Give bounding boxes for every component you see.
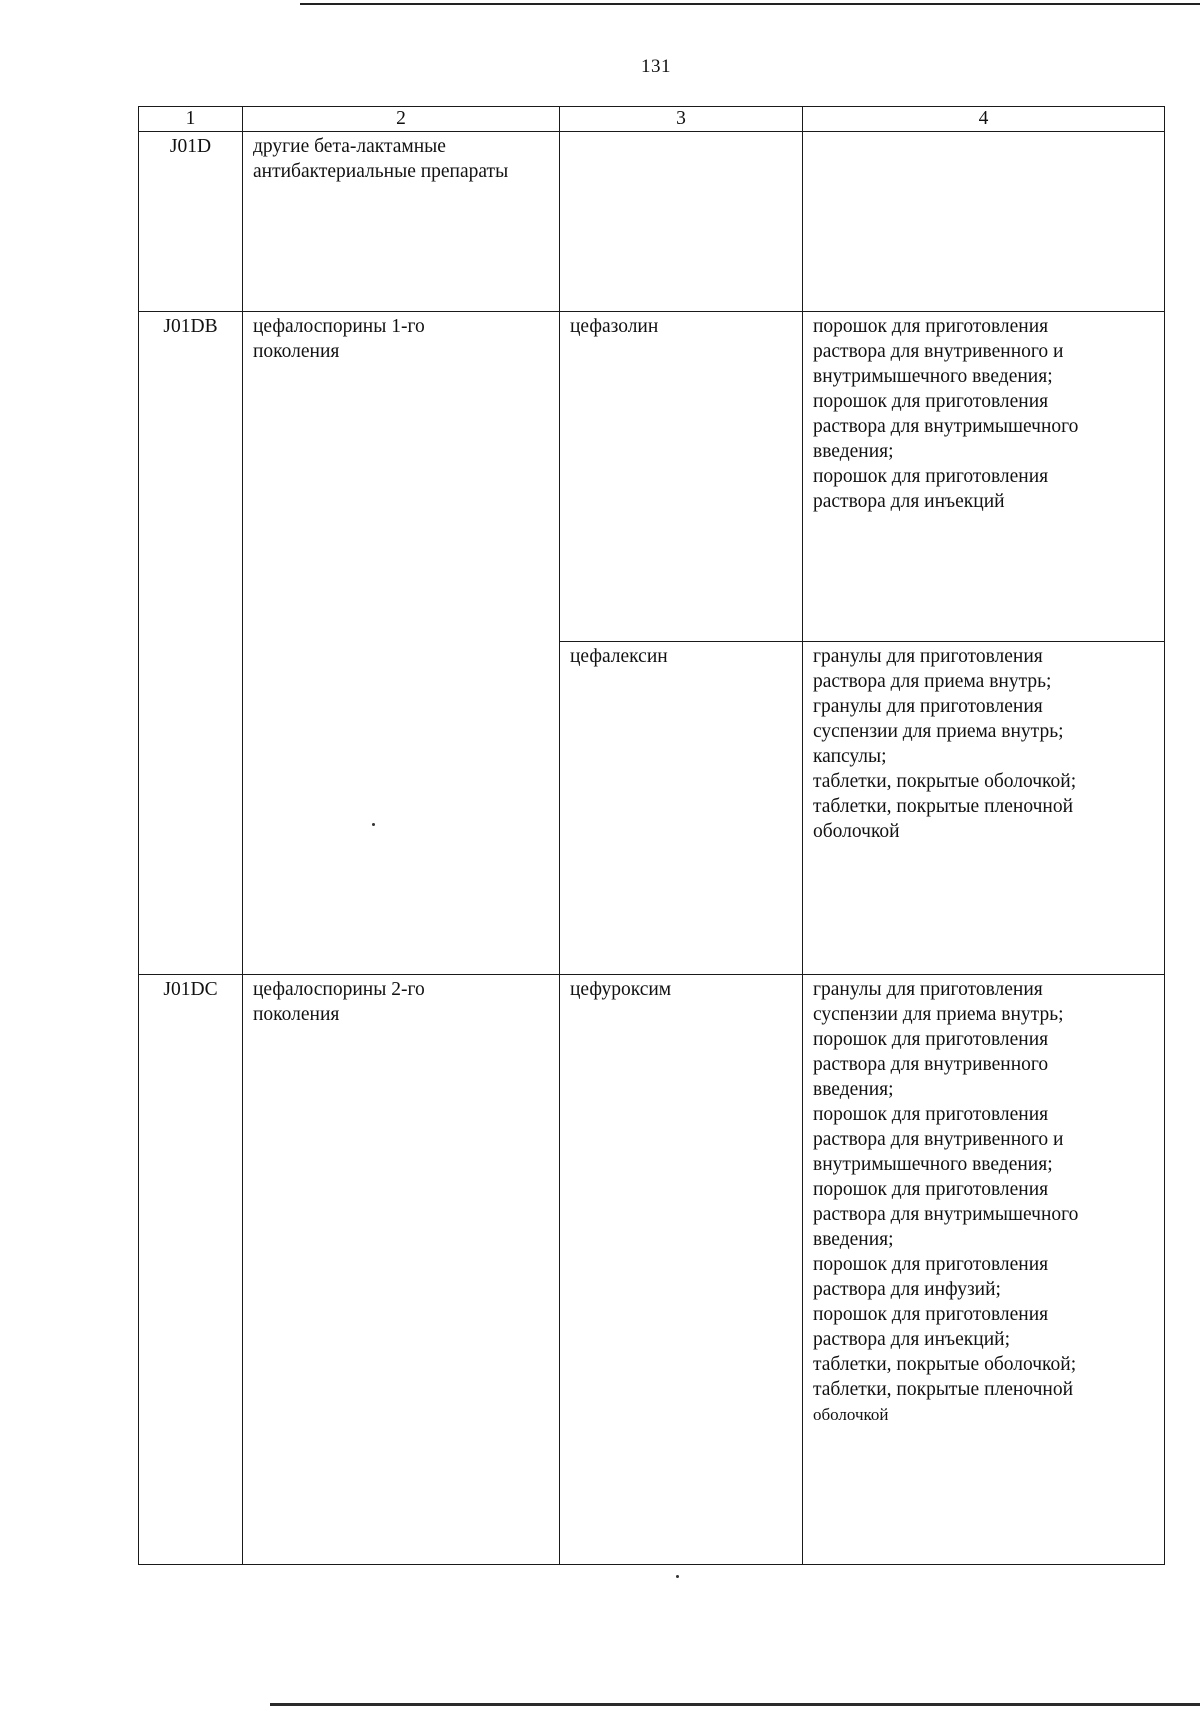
form-line: порошок для приготовления <box>813 1104 1049 1125</box>
table-row <box>139 132 1165 312</box>
dosage-forms <box>803 132 1165 312</box>
form-line: раствора для приема внутрь; <box>813 671 1052 692</box>
bottom-scan-line <box>270 1703 1200 1706</box>
form-line: капсулы; <box>813 746 887 767</box>
header-col-3: 3 <box>560 107 803 132</box>
header-col-4: 4 <box>803 107 1165 132</box>
form-line: раствора для внутримышечного <box>813 416 1079 437</box>
form-line: порошок для приготовления <box>813 1304 1049 1325</box>
form-line: введения; <box>813 1079 894 1100</box>
scan-speck <box>372 823 375 826</box>
form-line: внутримышечного введения; <box>813 366 1053 387</box>
form-line: порошок для приготовления <box>813 1179 1049 1200</box>
form-line: оболочкой <box>813 1405 889 1424</box>
form-line: оболочкой <box>813 821 900 842</box>
substance-name: цефазолин <box>560 312 803 642</box>
dosage-forms <box>803 642 1165 975</box>
form-line: порошок для приготовления <box>813 391 1049 412</box>
table-header-row <box>139 107 1165 132</box>
form-line: раствора для внутривенного <box>813 1054 1049 1075</box>
form-line: раствора для внутривенного и <box>813 1129 1064 1150</box>
form-line: раствора для внутримышечного <box>813 1204 1079 1225</box>
form-line: таблетки, покрытые оболочкой; <box>813 771 1077 792</box>
substance-name: цефалексин <box>560 642 803 975</box>
atc-code: J01D <box>139 132 243 312</box>
group-line: поколения <box>253 341 340 362</box>
form-line: внутримышечного введения; <box>813 1154 1053 1175</box>
form-line: раствора для инъекций <box>813 491 1005 512</box>
top-scan-line <box>300 3 1200 5</box>
group-line: цефалоспорины 2-го <box>253 979 425 1000</box>
group-name <box>243 132 560 312</box>
table-row <box>139 975 1165 1565</box>
group-name <box>243 975 560 1565</box>
form-line: раствора для инфузий; <box>813 1279 1001 1300</box>
form-line: порошок для приготовления <box>813 316 1049 337</box>
form-line: таблетки, покрытые пленочной <box>813 796 1074 817</box>
atc-code: J01DC <box>139 975 243 1565</box>
scan-speck <box>676 1575 679 1578</box>
form-line: таблетки, покрытые пленочной <box>813 1379 1074 1400</box>
form-line: порошок для приготовления <box>813 1254 1049 1275</box>
page-number: 131 <box>641 56 671 77</box>
substance-name: цефуроксим <box>560 975 803 1565</box>
form-line: суспензии для приема внутрь; <box>813 721 1064 742</box>
table-row <box>139 312 1165 642</box>
group-name <box>243 312 560 975</box>
form-line: суспензии для приема внутрь; <box>813 1004 1064 1025</box>
form-line: гранулы для приготовления <box>813 696 1043 717</box>
form-line: порошок для приготовления <box>813 466 1049 487</box>
form-line: гранулы для приготовления <box>813 646 1043 667</box>
group-line: антибактериальные препараты <box>253 161 509 182</box>
dosage-forms <box>803 312 1165 642</box>
header-col-2: 2 <box>243 107 560 132</box>
form-line: раствора для инъекций; <box>813 1329 1010 1350</box>
medicines-table <box>138 106 1165 1565</box>
form-line: таблетки, покрытые оболочкой; <box>813 1354 1077 1375</box>
header-col-1: 1 <box>139 107 243 132</box>
form-line: порошок для приготовления <box>813 1029 1049 1050</box>
form-line: раствора для внутривенного и <box>813 341 1064 362</box>
group-line: поколения <box>253 1004 340 1025</box>
substance-name <box>560 132 803 312</box>
atc-code: J01DB <box>139 312 243 975</box>
dosage-forms <box>803 975 1165 1565</box>
group-line: другие бета-лактамные <box>253 136 446 157</box>
form-line: введения; <box>813 1229 894 1250</box>
form-line: гранулы для приготовления <box>813 979 1043 1000</box>
form-line: введения; <box>813 441 894 462</box>
group-line: цефалоспорины 1-го <box>253 316 425 337</box>
